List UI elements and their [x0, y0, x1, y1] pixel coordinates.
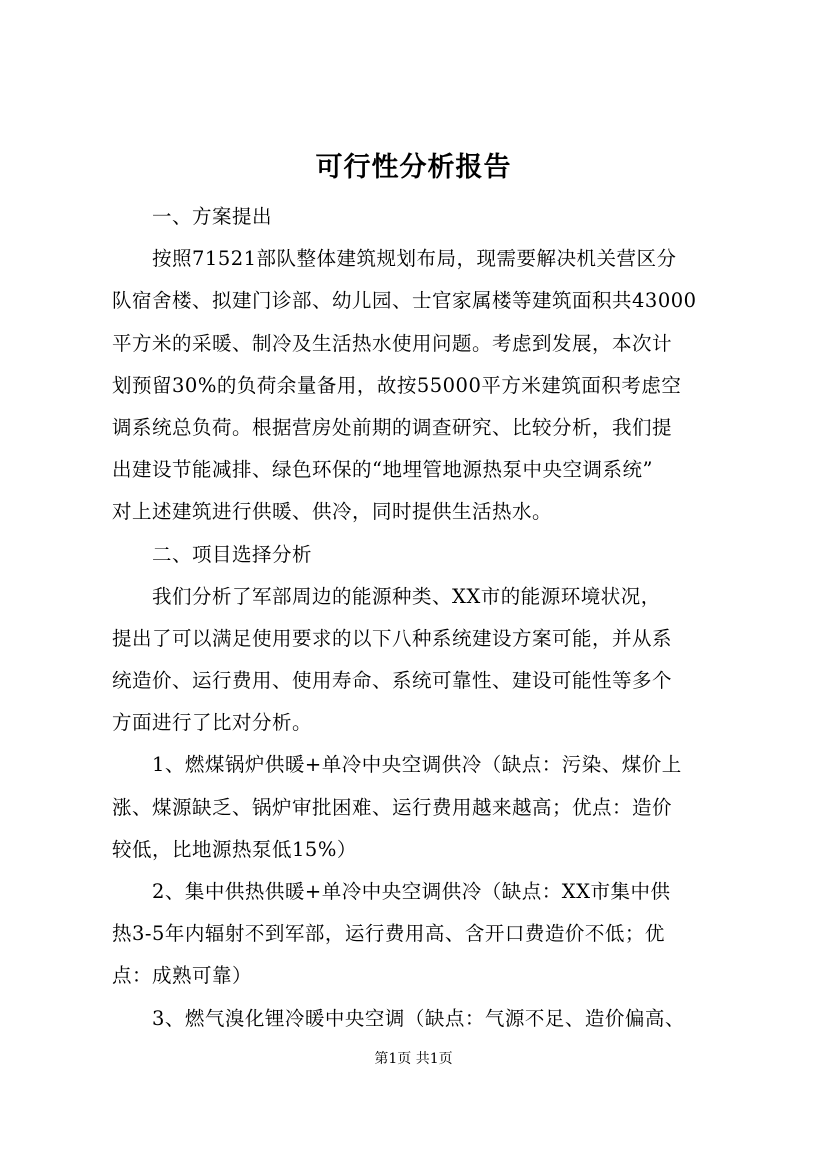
body-line: 划预留30%的负荷余量备用，故按55000平方米建筑面积考虑空 [112, 373, 682, 397]
body-line: 调系统总负荷。根据营房处前期的调查研究、比较分析，我们提 [112, 415, 673, 439]
body-line: 二、项目选择分析 [152, 542, 313, 566]
body-line: 一、方案提出 [152, 205, 273, 228]
body-line: 热3-5年内辐射不到军部，运行费用高、含开口费造价不低；优 [112, 922, 665, 946]
body-line: 出建设节能减排、绿色环保的“地埋管地源热泵中央空调系统” [112, 458, 653, 482]
body-line: 2、集中供热供暖+单冷中央空调供冷（缺点：XX市集中供 [152, 880, 671, 903]
body-line: 1、燃煤锅炉供暖+单冷中央空调供冷（缺点：污染、煤价上 [152, 753, 682, 777]
body-line: 平方米的采暖、制冷及生活热水使用问题。考虑到发展，本次计 [112, 331, 673, 355]
document-body [112, 196, 724, 1040]
body-line: 较低，比地源热泵低15%） [112, 837, 357, 861]
document-title: 可行性分析报告 [315, 152, 512, 183]
body-line: 方面进行了比对分析。 [112, 711, 313, 735]
body-line: 我们分析了军部周边的能源种类、XX市的能源环境状况， [152, 584, 661, 608]
body-line: 按照71521部队整体建筑规划布局，现需要解决机关营区分 [152, 247, 677, 271]
body-line: 3、燃气溴化锂冷暖中央空调（缺点：气源不足、造价偏高、 [152, 1006, 685, 1030]
page-footer: 第1页 共1页 [374, 1051, 453, 1067]
body-line: 点：成熟可靠） [112, 964, 253, 988]
body-line: 提出了可以满足使用要求的以下八种系统建设方案可能，并从系 [112, 626, 673, 650]
body-line: 统造价、运行费用、使用寿命、系统可靠性、建设可能性等多个 [112, 669, 673, 693]
body-line: 涨、煤源缺乏、锅炉审批困难、运行费用越来越高；优点：造价 [112, 795, 673, 819]
body-line: 对上述建筑进行供暖、供冷，同时提供生活热水。 [112, 500, 553, 524]
body-line: 队宿舍楼、拟建门诊部、幼儿园、士官家属楼等建筑面积共43000 [112, 289, 697, 313]
